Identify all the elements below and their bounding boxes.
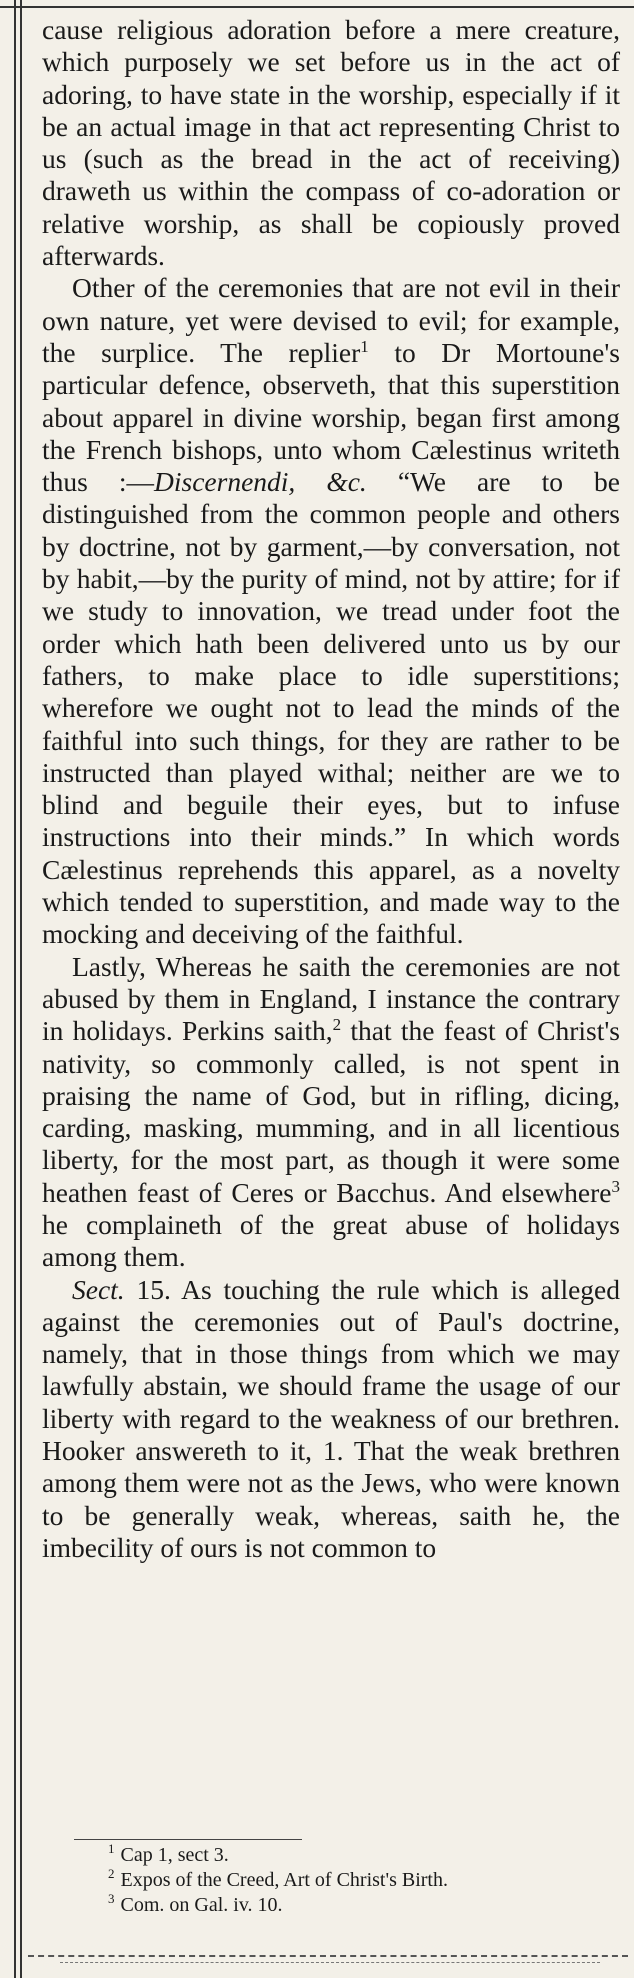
paragraph-2-part-a: Other of the ceremonies that are not evil in their own nature, yet were devised to evil; for example, the surplice. The replier	[42, 272, 620, 368]
footnote-2	[108, 1868, 608, 1893]
footnote-3	[108, 1893, 608, 1918]
margin-rule-inner	[20, 0, 22, 1978]
top-rule	[0, 6, 634, 8]
footnote-1	[108, 1843, 608, 1868]
paragraph-1: cause religious adoration before a mere creature, which purposely we set before us in the act of adoring, to have state in the worship, especially if it be an actual image in that act representing Christ to us (such as the bread in the act of receiving) draweth us within the compass of co-adoration or relative worship, as shall be copiously proved afterwards.	[42, 14, 620, 272]
footnotes	[108, 1843, 608, 1918]
footnote-mark-3: 3	[108, 1891, 115, 1907]
latin-quote: Discernendi, &c.	[154, 466, 367, 498]
paragraph-2	[42, 272, 620, 950]
footnote-text-3: Com. on Gal. iv. 10.	[120, 1894, 283, 1916]
paragraph-3	[42, 951, 620, 1274]
section-label: Sect.	[72, 1273, 125, 1305]
footnote-ref-1: 1	[360, 336, 369, 356]
text-column	[42, 14, 620, 1564]
paragraph-4-body: 15. As touching the rule which is alleged against the ceremonies out of Paul's doctrine, namely, that in those things from which we may lawfully abstain, we should frame the usage of our liberty with regard to the weakness of our brethren. Hooker answereth to it, 1. That the weak brethren among them were not as the Jews, who were known to be generally weak, whereas, saith he, the imbecility of ours is not common to	[42, 1273, 620, 1563]
paragraph-2-part-c: “We are to be distinguished from the common people and others by doctrine, not by garment,—by conversation, not by habit,—by the purity of mind, not by attire; for if we study to innovation, we tread under foot the order which hath been delivered unto us by our fathers, to make place to idle superstitions; wherefore we ought not to lead the minds of the faithful into such things, for they are rather to be instructed than played withal; neither are we to blind and beguile their eyes, but to infuse instructions into their minds.” In which words Cælestinus reprehends this apparel, as a novelty which tended to superstition, and made way to the mocking and deceiving of the faithful.	[42, 466, 620, 950]
footnote-text-1: Cap 1, sect 3.	[120, 1844, 229, 1866]
bottom-rule-secondary	[60, 1962, 600, 1963]
paragraph-4	[42, 1274, 620, 1565]
footnote-mark-1: 1	[108, 1841, 115, 1857]
footnote-ref-2: 2	[332, 1015, 342, 1035]
paragraph-3-part-c: he complaineth of the great abuse of holidays among them.	[42, 1208, 620, 1273]
footnote-ref-3: 3	[611, 1176, 620, 1196]
margin-rule-outer	[14, 0, 16, 1978]
paragraph-3-part-b: that the feast of Christ's nativity, so commonly called, is not spent in praising the name of God, but in rifling, dicing, carding, masking, mumming, and in all licentious liberty, for the most part, as though it were some heathen feast of Ceres or Bacchus. And elsewhere	[42, 1015, 620, 1208]
footnote-mark-2: 2	[108, 1866, 115, 1882]
footnote-rule	[74, 1839, 302, 1840]
paragraph-3-part-a: Lastly, Whereas he saith the ceremonies are not abused by them in England, I instance the contrary in holidays. Perkins saith,	[42, 950, 620, 1047]
paragraph-2-part-b: to Dr Mortoune's particular defence, observeth, that this superstition about apparel in divine worship, began first among the French bishops, unto whom Cælestinus writeth thus :—	[42, 336, 620, 498]
bottom-rule	[28, 1955, 628, 1957]
footnote-text-2: Expos of the Creed, Art of Christ's Birth.	[120, 1869, 448, 1891]
